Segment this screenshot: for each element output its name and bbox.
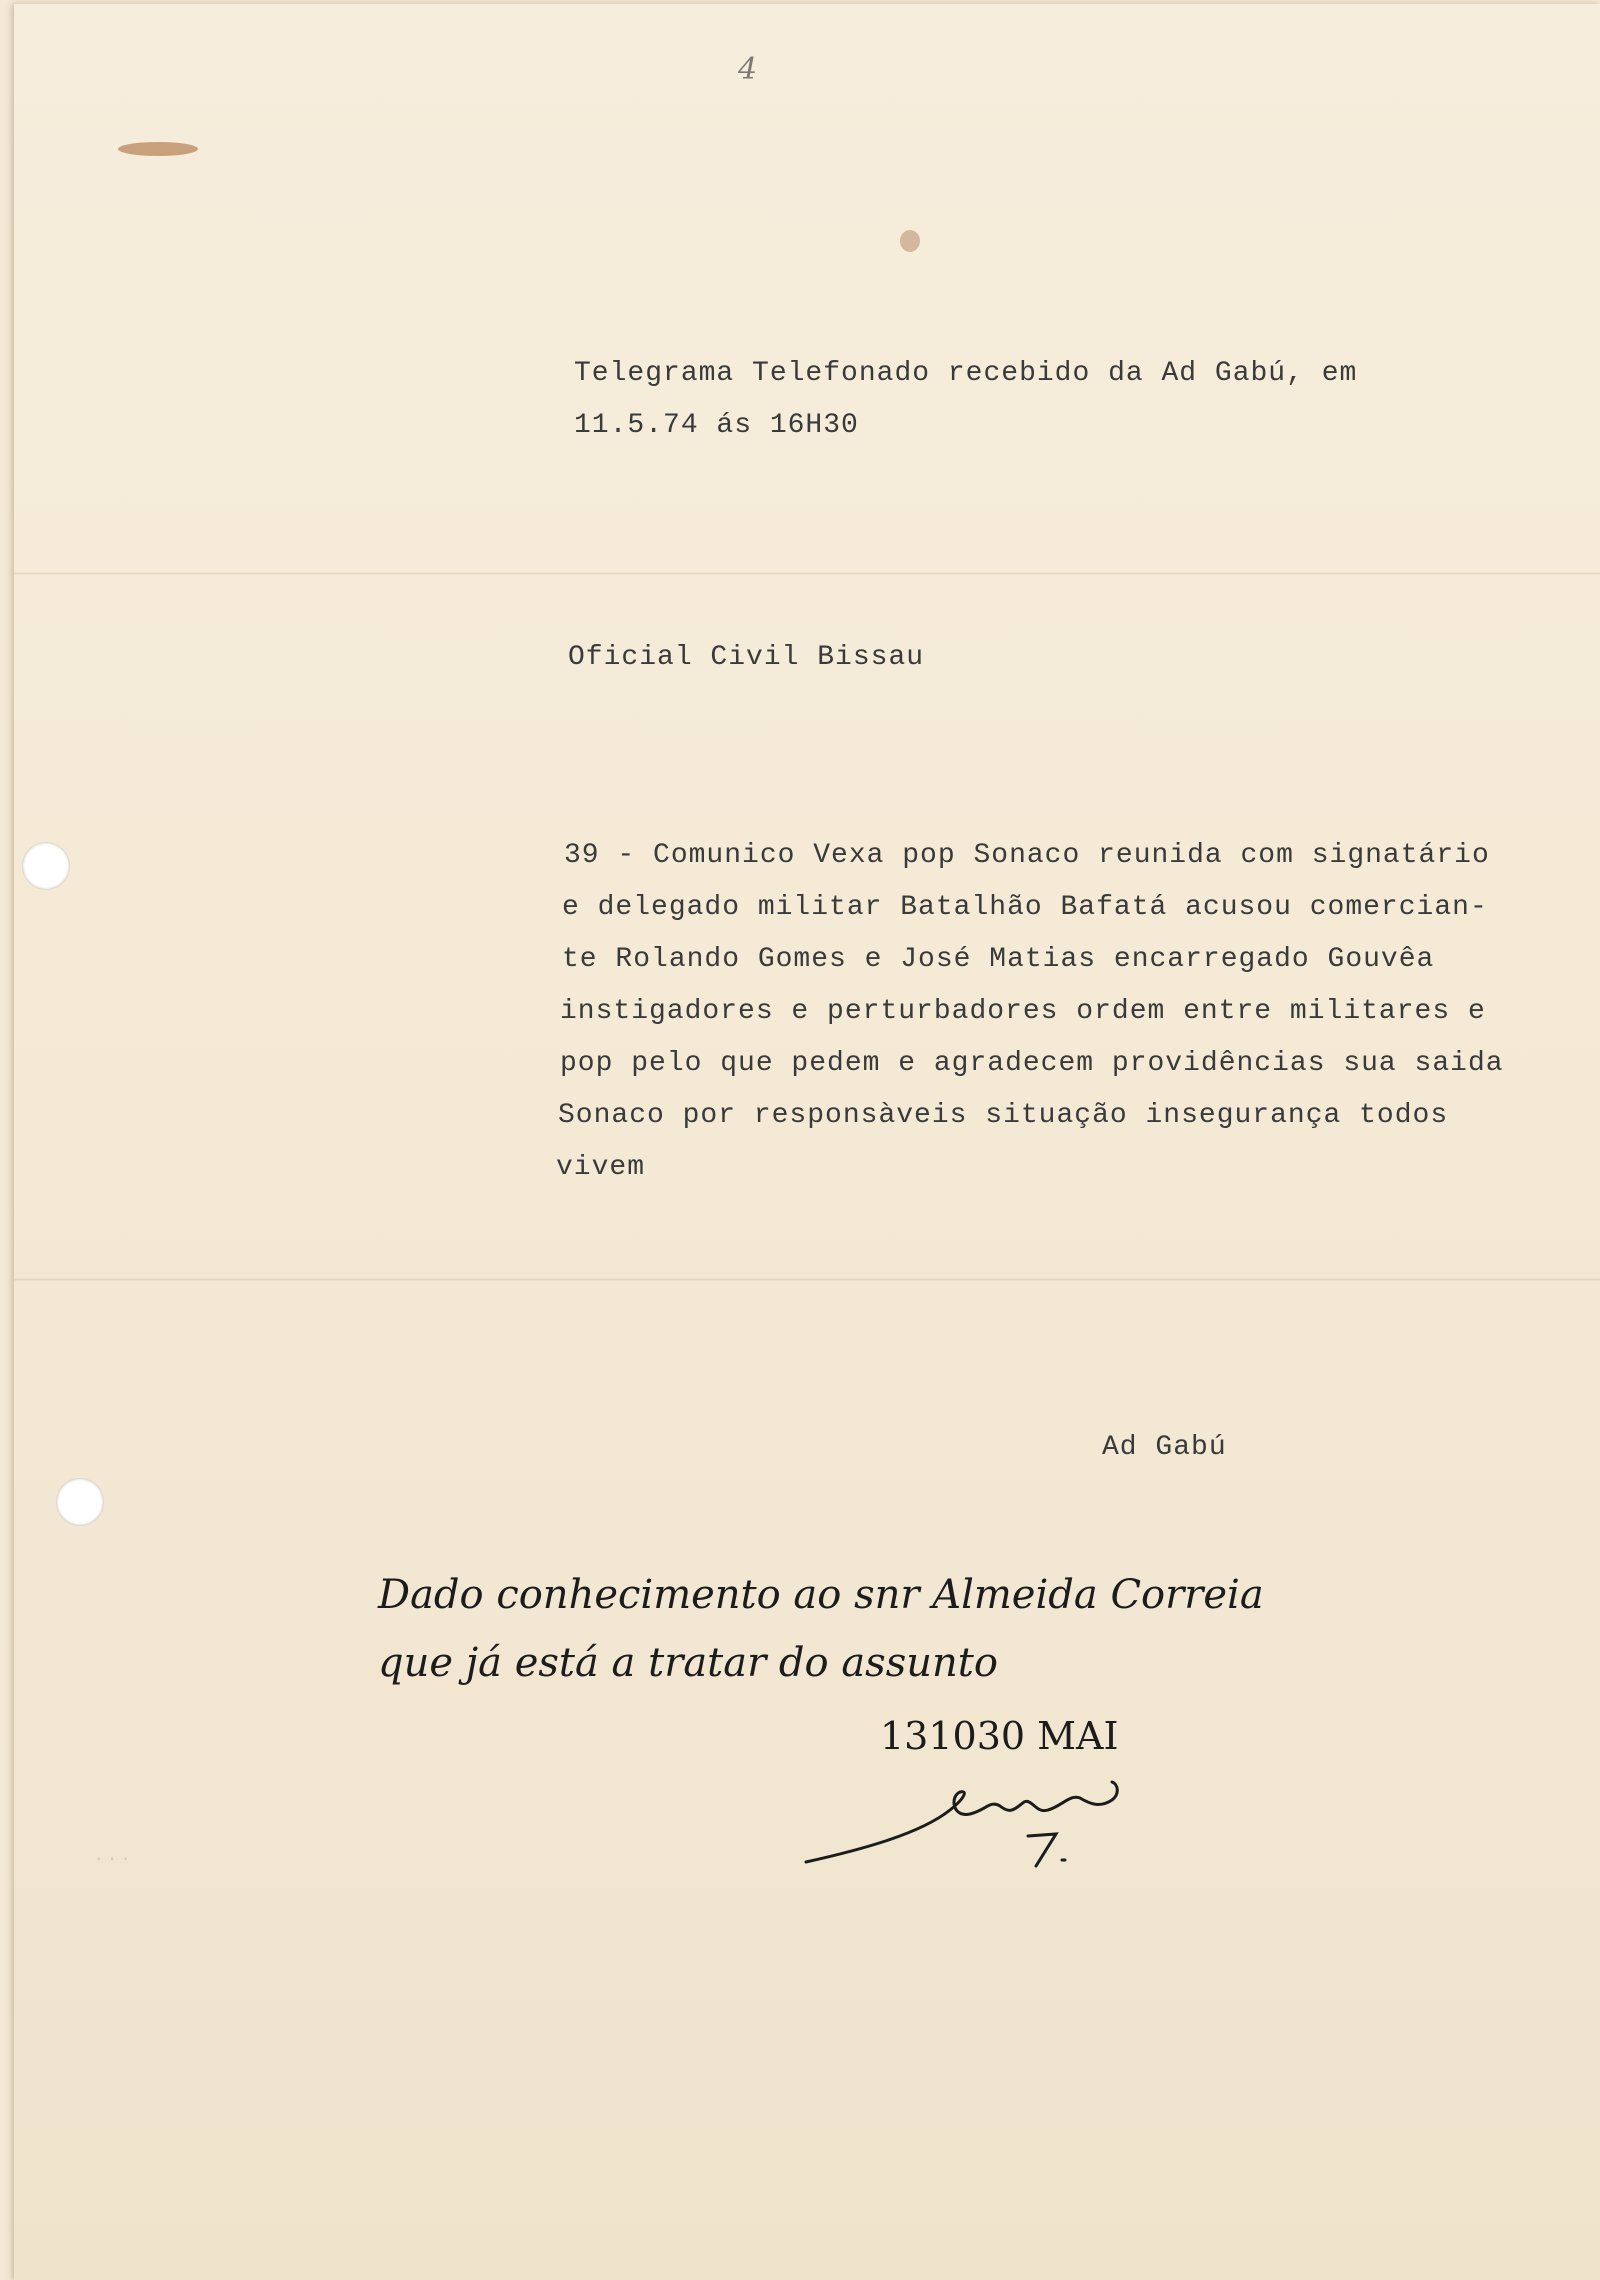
- message-line: e delegado militar Batalhão Bafatá acusou comercian-: [562, 892, 1488, 923]
- handwritten-note-line1: Dado conhecimento ao snr Almeida Correia: [378, 1572, 1264, 1618]
- signature-icon: [800, 1770, 1160, 1890]
- page-number: 4: [738, 52, 758, 87]
- message-line: te Rolando Gomes e José Matias encarregado Gouvêa: [562, 944, 1435, 975]
- paper-fold-line: [14, 572, 1600, 575]
- sender: Ad Gabú: [1102, 1432, 1227, 1463]
- handwritten-datetime: 131030 MAI: [880, 1714, 1119, 1758]
- punch-hole: [22, 842, 70, 890]
- message-line: instigadores e perturbadores ordem entre militares e: [560, 996, 1486, 1027]
- paper-fold-line: [14, 1278, 1600, 1281]
- message-line: Sonaco por responsàveis situação insegurança todos: [558, 1100, 1449, 1131]
- handwritten-note-line2: que já está a tratar do assunto: [378, 1640, 998, 1686]
- document-page: [14, 4, 1600, 2280]
- telegram-header-line1: Telegrama Telefonado recebido da Ad Gabú, em: [574, 358, 1358, 389]
- bleed-through-text: · · ·: [95, 1845, 130, 1870]
- message-line: vivem: [556, 1152, 646, 1183]
- message-line: pop pelo que pedem e agradecem providências sua saida: [560, 1048, 1504, 1079]
- spot-stain: [900, 230, 920, 252]
- telegram-header-line2: 11.5.74 ás 16H30: [574, 410, 859, 441]
- addressee: Oficial Civil Bissau: [568, 642, 925, 673]
- punch-hole: [56, 1478, 104, 1526]
- rust-stain: [118, 142, 198, 156]
- message-line: 39 - Comunico Vexa pop Sonaco reunida com signatário: [564, 840, 1490, 871]
